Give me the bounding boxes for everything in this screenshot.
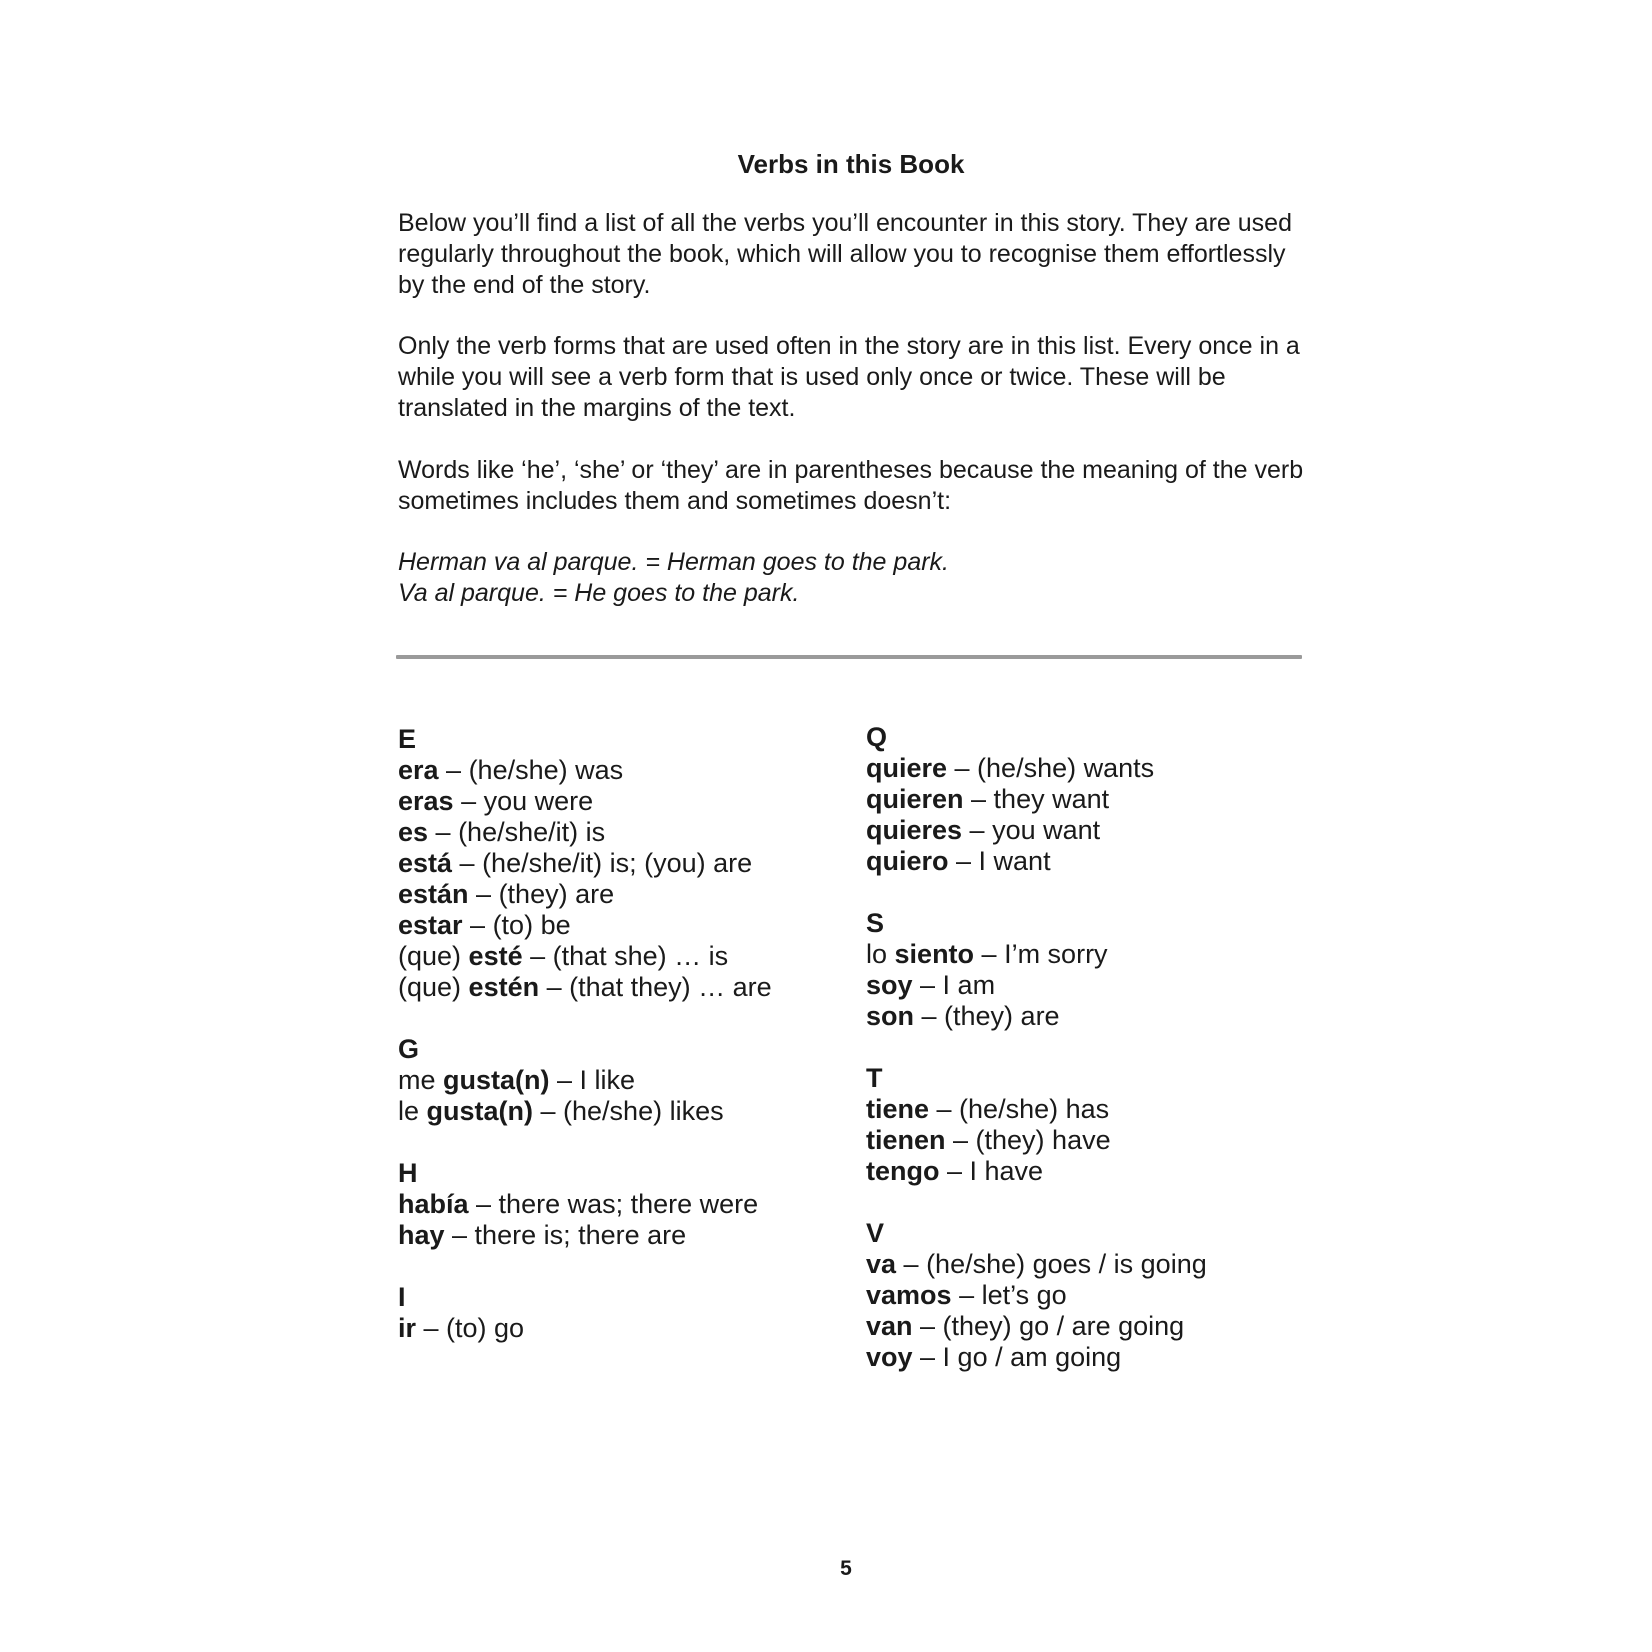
verb-entry bbox=[398, 972, 848, 1003]
verb-meaning: – (he/she/it) is; (you) are bbox=[452, 848, 753, 878]
verb-form: quiero bbox=[866, 846, 949, 876]
verb-meaning: – (they) are bbox=[468, 879, 615, 909]
verb-section bbox=[398, 1034, 848, 1127]
verb-form: tengo bbox=[866, 1156, 940, 1186]
page-title: Verbs in this Book bbox=[737, 149, 965, 179]
verb-form: eras bbox=[398, 786, 454, 816]
verb-form: gusta(n) bbox=[443, 1065, 550, 1095]
page-number: 5 bbox=[840, 1557, 852, 1580]
verb-entry bbox=[398, 1065, 848, 1096]
verb-entry bbox=[398, 755, 848, 786]
section-letter: I bbox=[398, 1282, 406, 1312]
verb-entry bbox=[398, 910, 848, 941]
verb-prefix: me bbox=[398, 1065, 444, 1095]
verb-section bbox=[398, 1282, 848, 1344]
verb-entry bbox=[866, 846, 1316, 877]
verb-entry bbox=[398, 1220, 848, 1251]
verb-meaning: – (they) go / are going bbox=[912, 1311, 1185, 1341]
verb-meaning: – I go / am going bbox=[912, 1342, 1122, 1372]
verb-form: ir bbox=[398, 1313, 417, 1343]
verb-meaning: – (he/she) likes bbox=[533, 1096, 724, 1126]
intro-paragraph: Words like ‘he’, ‘she’ or ‘they’ are in parentheses because the meaning of the verb sometimes includes them and sometimes doesn’t: bbox=[398, 455, 1304, 515]
verb-prefix: (que) bbox=[398, 972, 469, 1002]
verb-form: estén bbox=[468, 972, 540, 1002]
verb-meaning: – (they) are bbox=[914, 1001, 1060, 1031]
example-sentence: Herman va al parque. = Herman goes to the park. bbox=[398, 548, 949, 577]
verb-entry bbox=[398, 1189, 848, 1220]
verb-form: están bbox=[398, 879, 469, 909]
verb-form: es bbox=[398, 817, 429, 847]
verb-form: siento bbox=[894, 939, 975, 969]
section-letter: G bbox=[398, 1034, 420, 1064]
verb-section bbox=[866, 908, 1316, 1032]
verb-form: esté bbox=[468, 941, 523, 971]
verb-form: voy bbox=[866, 1342, 913, 1372]
verb-list-right-column bbox=[866, 722, 1316, 1404]
verb-meaning: – you want bbox=[962, 815, 1101, 845]
verb-form: había bbox=[398, 1189, 469, 1219]
verb-entry bbox=[866, 1001, 1316, 1032]
intro-text bbox=[398, 208, 1308, 609]
verb-meaning: – I’m sorry bbox=[974, 939, 1108, 969]
verb-meaning: – I have bbox=[939, 1156, 1044, 1186]
verb-section bbox=[866, 1218, 1316, 1373]
verb-meaning: – I like bbox=[549, 1065, 636, 1095]
verb-meaning: – I am bbox=[912, 970, 996, 1000]
verb-entry bbox=[866, 1342, 1316, 1373]
verb-prefix: (que) bbox=[398, 941, 469, 971]
verb-meaning: – there was; there were bbox=[468, 1189, 759, 1219]
verb-section bbox=[866, 1063, 1316, 1187]
verb-entry bbox=[398, 879, 848, 910]
verb-form: era bbox=[398, 755, 439, 785]
section-letter: S bbox=[866, 908, 885, 938]
section-letter: T bbox=[866, 1063, 883, 1093]
verb-entry bbox=[866, 1249, 1316, 1280]
verb-form: estar bbox=[398, 910, 463, 940]
verb-meaning: – (he/she) was bbox=[438, 755, 624, 785]
verb-form: soy bbox=[866, 970, 913, 1000]
verb-entry bbox=[398, 941, 848, 972]
verb-entry bbox=[398, 1096, 848, 1127]
verb-form: quieren bbox=[866, 784, 964, 814]
verb-section bbox=[398, 1158, 848, 1251]
verb-meaning: – (to) go bbox=[416, 1313, 525, 1343]
verb-meaning: – (to) be bbox=[462, 910, 571, 940]
verb-form: son bbox=[866, 1001, 915, 1031]
intro-paragraph: Only the verb forms that are used often in the story are in this list. Every once in a while you will see a verb form that is used only once or twice. These will be translated in the margins of the text. bbox=[398, 332, 1300, 422]
verb-section bbox=[866, 722, 1316, 877]
verb-list-left-column bbox=[398, 724, 848, 1375]
verb-entry bbox=[398, 1313, 848, 1344]
verb-prefix: lo bbox=[866, 939, 895, 969]
verb-entry bbox=[866, 1280, 1316, 1311]
verb-entry bbox=[866, 815, 1316, 846]
example-sentence: Va al parque. = He goes to the park. bbox=[398, 579, 800, 608]
verb-meaning: – there is; there are bbox=[444, 1220, 687, 1250]
verb-form: tiene bbox=[866, 1094, 930, 1124]
verb-entry bbox=[866, 1125, 1316, 1156]
section-letter: H bbox=[398, 1158, 418, 1188]
verb-entry bbox=[866, 1311, 1316, 1342]
verb-form: hay bbox=[398, 1220, 445, 1250]
verb-meaning: – let’s go bbox=[951, 1280, 1067, 1310]
verb-form: gusta(n) bbox=[426, 1096, 534, 1126]
intro-paragraph: Below you’ll find a list of all the verbs you’ll encounter in this story. They are used regularly throughout the book, which will allow you to recognise them effortlessly by the end of the story. bbox=[398, 209, 1292, 299]
verb-entry bbox=[866, 939, 1316, 970]
verb-entry bbox=[866, 753, 1316, 784]
section-letter: E bbox=[398, 724, 417, 754]
verb-form: va bbox=[866, 1249, 897, 1279]
verb-entry bbox=[398, 848, 848, 879]
verb-meaning: – (he/she/it) is bbox=[428, 817, 606, 847]
verb-form: tienen bbox=[866, 1125, 946, 1155]
verb-meaning: – they want bbox=[963, 784, 1110, 814]
section-divider bbox=[396, 655, 1302, 659]
verb-meaning: – (he/she) has bbox=[929, 1094, 1110, 1124]
verb-form: quieres bbox=[866, 815, 963, 845]
verb-form: van bbox=[866, 1311, 913, 1341]
section-letter: V bbox=[866, 1218, 885, 1248]
verb-entry bbox=[866, 1156, 1316, 1187]
verb-entry bbox=[866, 784, 1316, 815]
verb-prefix: le bbox=[398, 1096, 427, 1126]
verb-meaning: – (that she) … is bbox=[522, 941, 729, 971]
verb-meaning: – you were bbox=[453, 786, 594, 816]
verb-entry bbox=[398, 817, 848, 848]
verb-meaning: – (that they) … are bbox=[539, 972, 772, 1002]
verb-meaning: – (he/she) wants bbox=[947, 753, 1155, 783]
verb-meaning: – I want bbox=[948, 846, 1051, 876]
verb-form: vamos bbox=[866, 1280, 952, 1310]
verb-section bbox=[398, 724, 848, 1003]
verb-entry bbox=[866, 1094, 1316, 1125]
verb-meaning: – (he/she) goes / is going bbox=[896, 1249, 1207, 1279]
verb-meaning: – (they) have bbox=[945, 1125, 1111, 1155]
verb-entry bbox=[866, 970, 1316, 1001]
verb-form: está bbox=[398, 848, 453, 878]
verb-form: quiere bbox=[866, 753, 948, 783]
verb-entry bbox=[398, 786, 848, 817]
section-letter: Q bbox=[866, 722, 888, 752]
